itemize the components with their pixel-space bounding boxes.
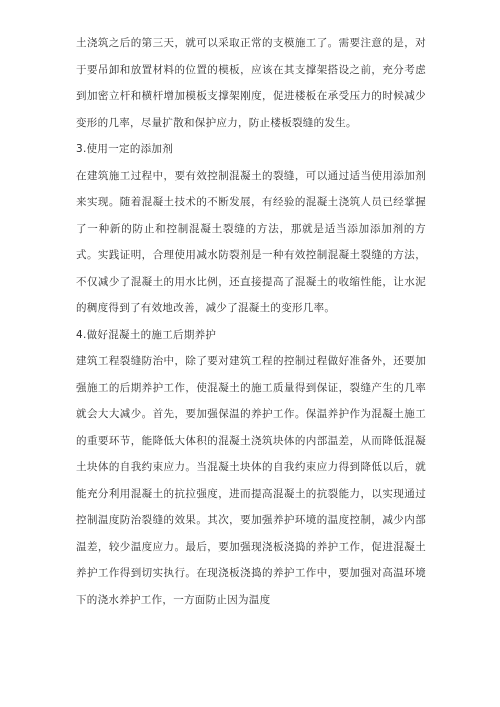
section-heading-curing: 4.做好混凝土的施工后期养护: [76, 328, 217, 341]
paragraph-curing: 建筑工程裂缝防治中，除了要对建筑工程的控制过程做好准备外，还要加强施工的后期养护工作，使混凝土的施工质量得到保证，裂缝产生的几率就会大大减少。首先，要加强保温的养护工作。保温养护作为混凝土施工的重要环节，能降低大体积的混凝土浇筑块体的内部温差，从而降低混凝土块体的自我约束应力。当混凝土块体的自我约束应力得到降低以后，就能充分利用混凝土的抗拉强度，进而提高混凝土的抗裂能力，以实现通过控制温度防治裂缝的效果。其次，要加强养护环境的温度控制，减少内部温差，较少温度应力。最后，要加强现浇板浇捣的养护工作，促进混凝土养护工作得到切实执行。在现浇板浇捣的养护工作中，要加强对高温环境下的浇水养护工作，一方面防止因为温度: [76, 355, 426, 606]
section-heading-additives: 3.使用一定的添加剂: [76, 143, 174, 155]
paragraph-formwork: 土浇筑之后的第三天，就可以采取正常的支模施工了。需要注意的是，对于要吊卸和放置材料的位置的模板，应该在其支撑架搭设之前，充分考虑到加密立杆和横杆增加模板支撑架刚度，促进楼板在承受压力的时候减少变形的几率，尽量扩散和保护应力，防止楼板裂缝的发生。: [76, 37, 426, 129]
document-page: [76, 30, 426, 613]
paragraph-additives: 在建筑施工过程中，要有效控制混凝土的裂缝，可以通过适当使用添加剂来实现。随着混凝土技术的不断发展，有经验的混凝土浇筑人员已经掌握了一种新的防止和控制混凝土裂缝的方法，那就是适当添加添加剂的方式。实践证明，合理使用减水防裂剂是一种有效控制混凝土裂缝的方法，不仅减少了混凝土的用水比例，还直接提高了混凝土的收缩性能，让水泥的稠度得到了有效地改善，减少了混凝土的变形几率。: [76, 169, 426, 314]
